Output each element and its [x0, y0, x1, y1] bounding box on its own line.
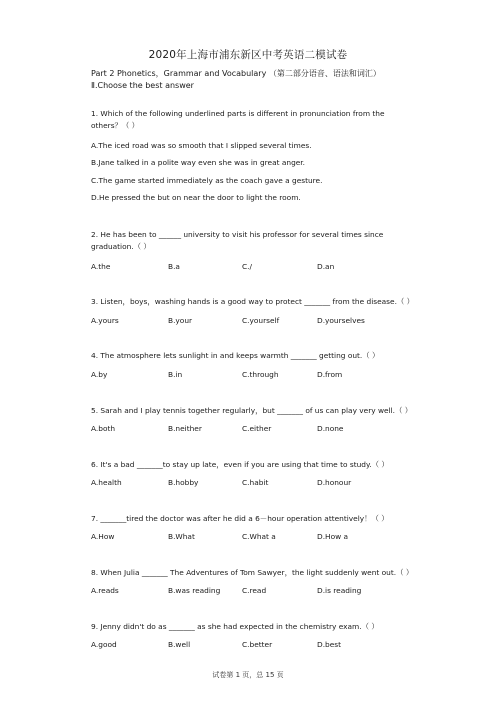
question-9-option-a: A.good	[91, 640, 117, 649]
question-1-option-d: D.He pressed the but on near the door to light the room.	[91, 193, 301, 202]
question-2-options	[91, 262, 411, 273]
question-3-option-c: C.yourself	[242, 316, 280, 325]
question-3-option-b: B.your	[168, 316, 193, 325]
question-7-option-b: B.What	[168, 532, 195, 541]
question-6-option-d: D.honour	[317, 478, 352, 487]
question-7-option-c: C.What a	[242, 532, 276, 541]
question-7-option-d: D.How a	[317, 532, 349, 541]
question-4-option-c: C.through	[242, 370, 279, 379]
question-8-stem: 8. When Julia _______ The Adventures of Tom Sawyer，the light suddenly went out.（ ）	[91, 568, 414, 577]
part-heading: Part 2 Phonetics，Grammar and Vocabulary （第二部分语音、语法和词汇）	[91, 69, 381, 78]
question-6-stem: 6. It's a bad _______to stay up late，even if you are using that time to study.（ ）	[91, 460, 389, 469]
question-9-options	[91, 640, 411, 651]
question-9-option-b: B.well	[168, 640, 191, 649]
question-2-option-d: D.an	[317, 262, 335, 271]
question-9-option-c: C.better	[242, 640, 273, 649]
question-4-option-d: D.from	[317, 370, 343, 379]
question-6-option-c: C.habit	[242, 478, 269, 487]
question-8-option-b: B.was reading	[168, 586, 221, 595]
question-6-option-b: B.hobby	[168, 478, 199, 487]
question-6-option-a: A.health	[91, 478, 122, 487]
question-7-options	[91, 532, 411, 543]
question-3-options	[91, 316, 411, 327]
question-3-stem: 3. Listen，boys，washing hands is a good way to protect _______ from the disease.（ ）	[91, 297, 415, 306]
section-heading: Ⅱ.Choose the best answer	[91, 81, 194, 90]
question-2-option-b: B.a	[168, 262, 180, 271]
question-3-option-d: D.yourselves	[317, 316, 365, 325]
question-5-option-c: C.either	[242, 424, 272, 433]
question-1-option-a: A.The iced road was so smooth that I slipped several times.	[91, 141, 312, 150]
question-2-option-a: A.the	[91, 262, 111, 271]
question-4-options	[91, 370, 411, 381]
question-4-stem: 4. The atmosphere lets sunlight in and keeps warmth _______ getting out.（ ）	[91, 351, 380, 360]
question-4-option-a: A.by	[91, 370, 108, 379]
question-1-option-b: B.Jane talked in a polite way even she was in great anger.	[91, 158, 306, 167]
question-5-stem: 5. Sarah and I play tennis together regularly，but _______ of us can play very well.（ ）	[91, 406, 413, 415]
question-8-option-c: C.read	[242, 586, 267, 595]
question-7-stem: 7. _______tired the doctor was after he did a 6－hour operation attentively！（ ）	[91, 514, 389, 523]
question-8-options	[91, 586, 411, 597]
question-5-options	[91, 424, 411, 435]
question-1-stem: 1. Which of the following underlined parts is different in pronunciation from the others？（ ）	[91, 109, 385, 130]
question-1-option-c: C.The game started immediately as the coach gave a gesture.	[91, 176, 323, 185]
question-9-stem: 9. Jenny didn't do as _______ as she had expected in the chemistry exam.（ ）	[91, 622, 379, 631]
question-9-option-d: D.best	[317, 640, 342, 649]
question-5-option-a: A.both	[91, 424, 116, 433]
question-2-option-c: C./	[242, 262, 252, 271]
question-2-stem: 2. He has been to ______ university to visit his professor for several times since graduation.（ ）	[91, 230, 384, 251]
question-5-option-d: D.none	[317, 424, 344, 433]
question-3-option-a: A.yours	[91, 316, 119, 325]
page-footer: 试卷第 1 页，总 15 页	[212, 671, 284, 679]
question-5-option-b: B.neither	[168, 424, 202, 433]
question-6-options	[91, 478, 411, 489]
exam-title: 2020年上海市浦东新区中考英语二模试卷	[148, 49, 348, 61]
question-8-option-a: A.reads	[91, 586, 119, 595]
question-8-option-d: D.is reading	[317, 586, 362, 595]
question-4-option-b: B.in	[168, 370, 183, 379]
question-7-option-a: A.How	[91, 532, 115, 541]
